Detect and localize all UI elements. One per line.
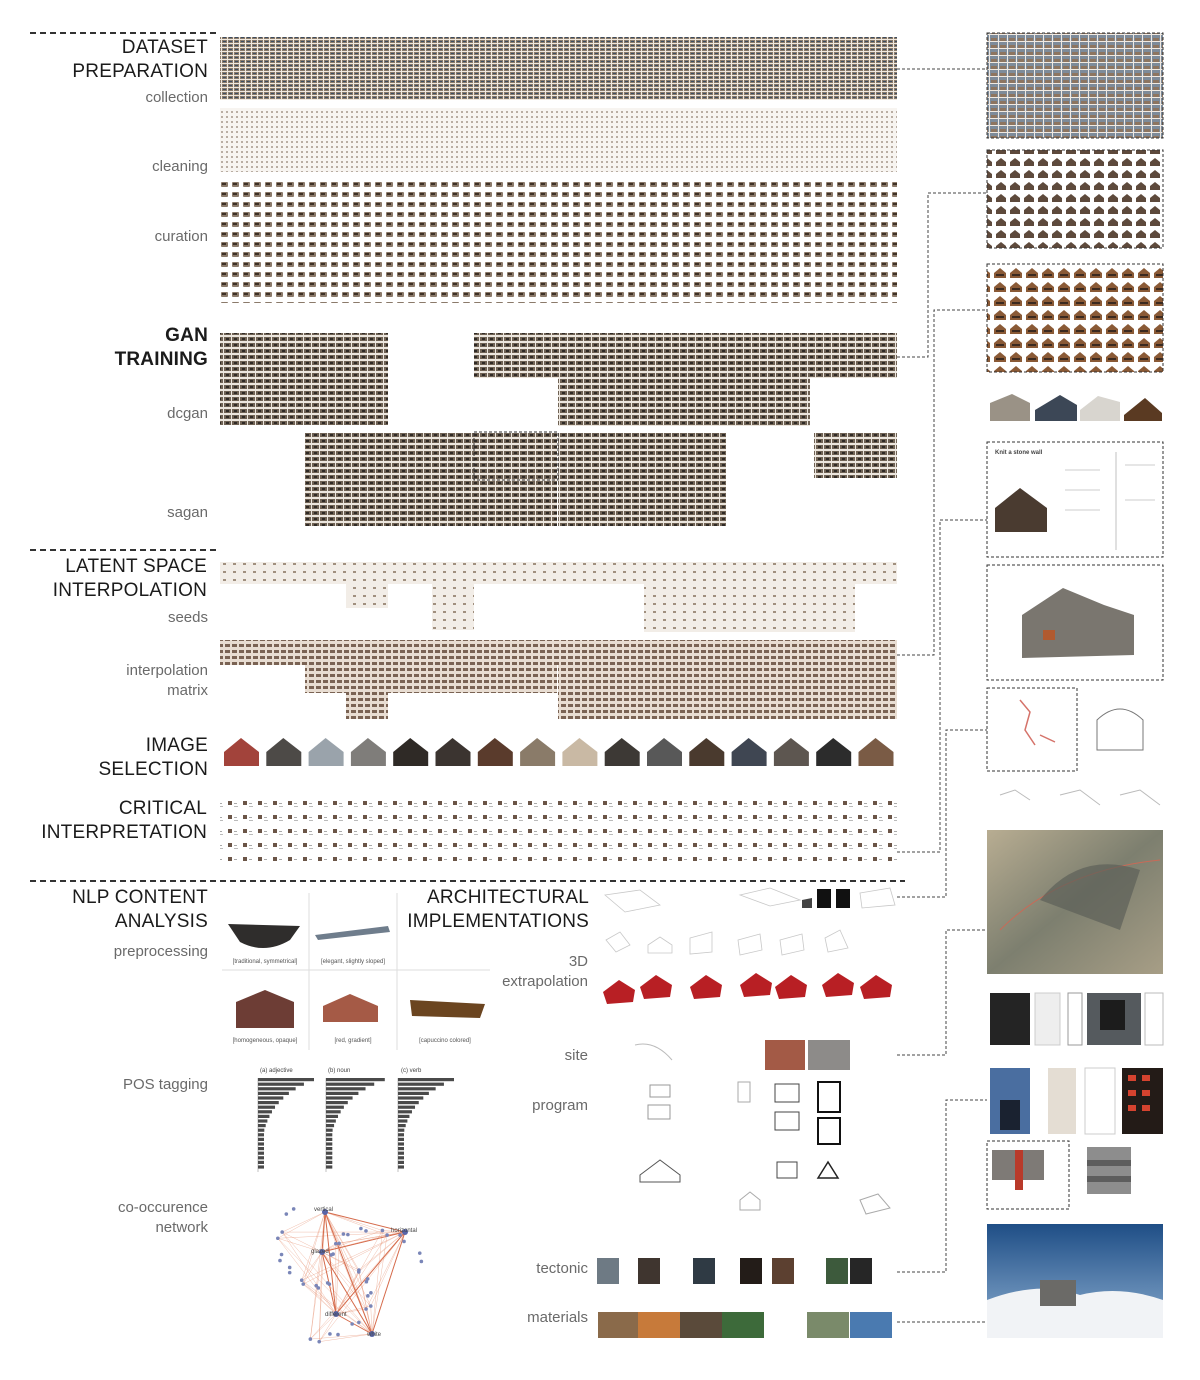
network-node [288, 1266, 292, 1270]
pos-bar [258, 1165, 264, 1168]
panel-collection [987, 33, 1163, 138]
network-edge [366, 1232, 405, 1309]
selected-building-1 [224, 738, 259, 766]
red-model-4 [740, 973, 772, 997]
network-node [276, 1236, 280, 1240]
network-edge [302, 1232, 405, 1280]
network-node [350, 1322, 354, 1326]
pos-bar [258, 1161, 264, 1164]
materials-image-6 [850, 1312, 892, 1338]
sagan-label: sagan [167, 504, 208, 521]
pos-bar [326, 1161, 332, 1164]
red-model-1 [603, 980, 635, 1004]
network-edge [310, 1212, 325, 1339]
selected-building-4 [351, 738, 386, 766]
network-edge [302, 1280, 336, 1314]
black-block-b [836, 889, 850, 908]
selected-building-11 [647, 738, 682, 766]
seed-grids [220, 562, 897, 632]
pos-bar [326, 1115, 338, 1118]
tectonic-label: tectonic [536, 1260, 588, 1277]
red-model-6 [822, 973, 854, 997]
pos-bar [326, 1165, 332, 1168]
selected-building-8 [520, 738, 555, 766]
pos-tagging-label: POS tagging [122, 1076, 208, 1093]
pos-bar [258, 1106, 275, 1109]
pos-bar [258, 1133, 264, 1136]
network-node [317, 1340, 321, 1344]
selected-building-6 [436, 738, 471, 766]
interpolation-grids [220, 640, 897, 719]
pos-bar [326, 1106, 344, 1109]
sagan-grids [305, 432, 897, 526]
selected-building-2 [266, 738, 301, 766]
round-building-drawing [1097, 709, 1143, 750]
network-node [292, 1207, 296, 1211]
arch-title: ARCHITECTURAL IMPLEMENTATIONS [407, 887, 589, 932]
selected-building-7 [478, 738, 513, 766]
network-node [364, 1229, 368, 1233]
pos-bar [398, 1161, 404, 1164]
pos-bar [258, 1119, 267, 1122]
pos-bar [398, 1156, 404, 1159]
network-node [402, 1240, 406, 1244]
pos-bar [258, 1101, 279, 1104]
pos-bar [326, 1138, 332, 1141]
network-node [357, 1270, 361, 1274]
caption-traditional: [traditional, symmetrical] [232, 959, 298, 965]
materials-images [598, 1312, 892, 1338]
network-node [385, 1233, 389, 1237]
tectonic-image-5 [772, 1258, 794, 1284]
network-word-glazed: glazed [311, 1249, 329, 1255]
pos-bar [326, 1133, 332, 1136]
network-node [300, 1278, 304, 1282]
caption-red: [red, gradient] [334, 1038, 372, 1044]
dataset-title: DATASET PREPARATION [72, 37, 208, 82]
network-node [309, 1337, 313, 1341]
pos-bar [258, 1129, 264, 1132]
pos-bar [258, 1115, 269, 1118]
network-node [418, 1251, 422, 1255]
pos-chart-title-noun: (b) noun [328, 1068, 351, 1074]
network-edge [310, 1252, 322, 1339]
panel-curation [987, 150, 1163, 248]
selected-building-14 [774, 738, 809, 766]
network-node [280, 1230, 284, 1234]
network-node [337, 1242, 341, 1246]
materials-detail [1087, 1147, 1131, 1194]
pos-bar [398, 1115, 409, 1118]
network-label: co-occurence network [117, 1199, 208, 1236]
network-node [326, 1281, 330, 1285]
tectonic-image-1 [597, 1258, 619, 1284]
pos-bar [326, 1096, 353, 1099]
dcgan-grids [220, 333, 897, 426]
tectonic-images [597, 1258, 872, 1284]
red-model-7 [860, 975, 892, 999]
pos-bar [326, 1124, 334, 1127]
network-node [366, 1294, 370, 1298]
red-3d-models [603, 973, 892, 1004]
curation-label: curation [154, 228, 208, 245]
dcgan-label: dcgan [167, 405, 208, 422]
pos-bar [258, 1147, 264, 1150]
network-node [342, 1232, 346, 1236]
red-model-3 [690, 975, 722, 999]
cleaning-grid [220, 108, 897, 172]
caption-homogeneous: [homogeneous, opaque] [232, 1038, 298, 1044]
pos-bar [258, 1142, 264, 1145]
pos-bar [326, 1092, 358, 1095]
network-node [331, 1252, 335, 1256]
pos-bar [326, 1078, 385, 1081]
network-node [369, 1304, 373, 1308]
materials-image-1 [598, 1312, 640, 1338]
network-edge [303, 1284, 372, 1334]
network-word-horizontal: horizontal [391, 1228, 418, 1234]
network-edge [325, 1212, 387, 1235]
connector-lines [897, 69, 987, 1322]
pos-bar [398, 1152, 404, 1155]
program-plans [640, 1082, 890, 1214]
pos-bar [326, 1110, 341, 1113]
pos-bar [398, 1142, 404, 1145]
pos-bar [398, 1110, 412, 1113]
selection-title: IMAGE SELECTION [98, 735, 208, 780]
pos-bar [258, 1152, 264, 1155]
pos-bar [326, 1147, 332, 1150]
selected-building-13 [732, 738, 767, 766]
pos-bar [398, 1101, 419, 1104]
pos-bar [398, 1124, 406, 1127]
network-node [288, 1271, 292, 1275]
tectonic-image-3 [693, 1258, 715, 1284]
pos-bar [398, 1147, 404, 1150]
network-node [280, 1253, 284, 1257]
network-node [278, 1259, 282, 1263]
pos-bar [398, 1165, 404, 1168]
pos-bar [326, 1129, 333, 1132]
materials-image-5 [807, 1312, 849, 1338]
network-node [301, 1282, 305, 1286]
network-edge [372, 1235, 387, 1334]
tectonic-image-7 [850, 1258, 872, 1284]
pos-bar [398, 1129, 404, 1132]
network-node [381, 1229, 385, 1233]
network-edge [278, 1212, 325, 1238]
cleaning-label: cleaning [152, 158, 208, 175]
network-node [369, 1291, 373, 1295]
pos-bar [258, 1096, 283, 1099]
network-word-different: different [325, 1312, 347, 1318]
seeds-label: seeds [167, 609, 208, 626]
collection-grid [220, 37, 897, 100]
selected-images [224, 738, 894, 766]
pos-bar [398, 1133, 404, 1136]
program-label: program [532, 1097, 588, 1114]
tectonic-image-2 [638, 1258, 660, 1284]
selected-building-15 [816, 738, 851, 766]
materials-image-3 [680, 1312, 722, 1338]
interpolation-label: interpolation matrix [126, 662, 208, 699]
black-block-a [817, 889, 831, 908]
pos-tagging-charts [258, 1078, 454, 1172]
pos-bar [258, 1138, 264, 1141]
pos-bar [326, 1083, 374, 1086]
network-node [346, 1233, 350, 1237]
preprocessing-label: preprocessing [113, 943, 208, 960]
pos-chart-title-verb: (c) verb [401, 1068, 422, 1074]
materials-label: materials [527, 1309, 588, 1326]
right-column-panels [987, 33, 1163, 1338]
pos-bar [258, 1124, 266, 1127]
site-images [635, 1040, 850, 1070]
pos-bar [398, 1078, 454, 1081]
panel-selected-four [990, 394, 1162, 421]
critical-sheets [220, 795, 897, 861]
pos-bar [326, 1087, 366, 1090]
network-word-vertical: vertical [314, 1207, 334, 1213]
pos-bar [398, 1087, 436, 1090]
panel-red-sketch [987, 688, 1077, 771]
latent-title: LATENT SPACE INTERPOLATION [52, 556, 207, 601]
pos-bar [258, 1092, 289, 1095]
materials-image-4 [722, 1312, 764, 1338]
gan-title: GAN TRAINING [114, 325, 208, 370]
pos-bar [398, 1138, 404, 1141]
panel-dcgan [987, 264, 1163, 372]
network-node [336, 1333, 340, 1337]
pos-bar [258, 1156, 264, 1159]
selected-building-9 [562, 738, 597, 766]
red-model-2 [640, 975, 672, 999]
network-node [314, 1284, 318, 1288]
pos-bar [326, 1156, 332, 1159]
extrapolation-label: 3D extrapolation [502, 953, 588, 990]
pos-bar [326, 1119, 336, 1122]
model-icon-dark [802, 898, 812, 908]
selected-building-10 [605, 738, 640, 766]
collection-label: collection [145, 89, 208, 106]
arch-sketches [605, 888, 895, 955]
pos-bar [398, 1119, 407, 1122]
sheet-title: Knit a stone wall [995, 450, 1043, 456]
selected-building-12 [689, 738, 724, 766]
curation-grid [220, 178, 897, 303]
pos-bar [398, 1092, 429, 1095]
network-node [357, 1321, 361, 1325]
network-edge [325, 1212, 382, 1230]
panel-facade-images [990, 1068, 1163, 1134]
network-edge-strong [322, 1232, 405, 1252]
network-word-white: white [367, 1332, 382, 1338]
network-edge [282, 1212, 325, 1232]
pos-chart-title-adjective: (a) adjective [260, 1068, 293, 1074]
pos-bar [326, 1142, 332, 1145]
network-edge-strong [336, 1232, 405, 1314]
network-node [328, 1332, 332, 1336]
network-edge [322, 1230, 382, 1252]
network-node [364, 1307, 368, 1311]
network-node [334, 1242, 338, 1246]
selected-building-3 [309, 738, 344, 766]
selected-building-16 [859, 738, 894, 766]
network-node [365, 1280, 369, 1284]
tectonic-image-4 [740, 1258, 762, 1284]
selected-building-5 [393, 738, 428, 766]
pos-bar [398, 1083, 444, 1086]
nlp-title: NLP CONTENT ANALYSIS [72, 887, 208, 932]
pos-bar [398, 1106, 415, 1109]
red-model-5 [775, 975, 807, 999]
site-label: site [564, 1047, 588, 1064]
network-edge [319, 1212, 325, 1342]
caption-elegant: [elegant, slightly sloped] [320, 959, 386, 965]
pos-bar [258, 1083, 304, 1086]
pos-bar [398, 1096, 423, 1099]
network-node [285, 1212, 289, 1216]
pos-bar [326, 1152, 332, 1155]
network-node [420, 1260, 424, 1264]
network-node [359, 1227, 363, 1231]
pos-bar [258, 1110, 272, 1113]
panel-tectonic-details [990, 993, 1163, 1045]
pos-bar [326, 1101, 348, 1104]
critical-title: CRITICAL INTERPRETATION [41, 798, 207, 843]
caption-capuccino: [capuccino colored] [419, 1038, 471, 1044]
materials-image-2 [638, 1312, 680, 1338]
tectonic-image-6 [826, 1258, 848, 1284]
pos-bar [258, 1078, 314, 1081]
pos-bar [258, 1087, 296, 1090]
